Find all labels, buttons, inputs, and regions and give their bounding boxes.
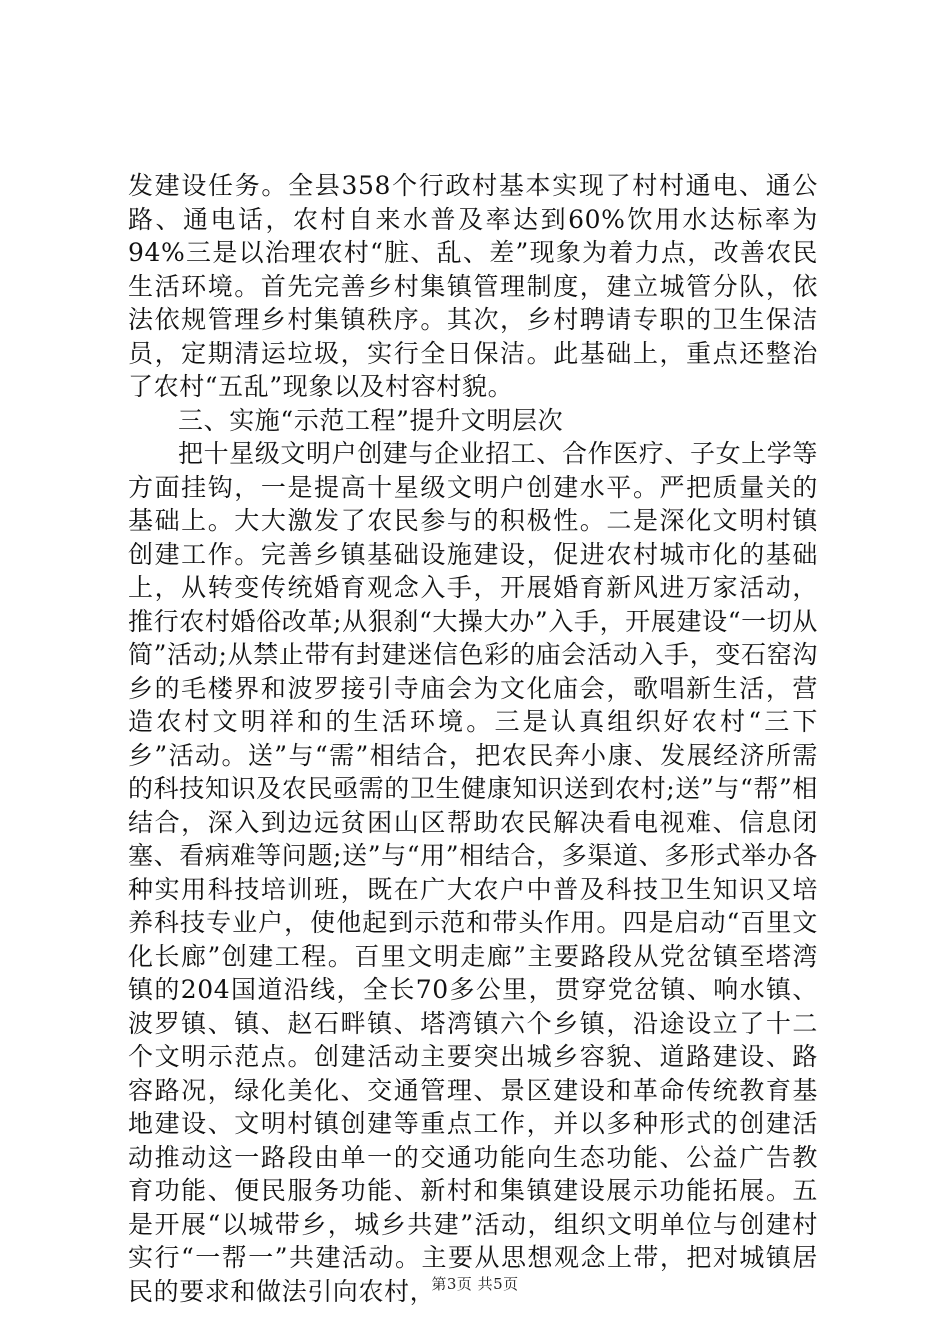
body-text: [128, 169, 818, 1308]
paragraph-1: 发建设任务。全县358个行政村基本实现了村村通电、通公路、通电话，农村自来水普及率达到60%饮用水达标率为94%三是以治理农村“脏、乱、差”现象为着力点，改善农民生活环境。首先完善乡村集镇管理制度，建立城管分队，依法依规管理乡村集镇秩序。其次，乡村聘请专职的卫生保洁员，定期清运垃圾，实行全日保洁。此基础上，重点还整治了农村“五乱”现象以及村容村貌。: [128, 171, 818, 401]
paragraph-2: 把十星级文明户创建与企业招工、合作医疗、子女上学等方面挂钩，一是提高十星级文明户创建水平。严把质量关的基础上。大大激发了农民参与的积极性。二是深化文明村镇创建工作。完善乡镇基础设施建设，促进农村城市化的基础上，从转变传统婚育观念入手，开展婚育新风进万家活动，推行农村婚俗改革;从狠刹“大操大办”入手，开展建设“一切从简”活动;从禁止带有封建迷信色彩的庙会活动入手，变石窑沟乡的毛楼界和波罗接引寺庙会为文化庙会，歌唱新生活，营造农村文明祥和的生活环境。三是认真组织好农村“三下乡”活动。送”与“需”相结合，把农民奔小康、发展经济所需的科技知识及农民亟需的卫生健康知识送到农村;送”与“帮”相结合，深入到边远贫困山区帮助农民解决看电视难、信息闭塞、看病难等问题;送”与“用”相结合，多渠道、多形式举办各种实用科技培训班，既在广大农户中普及科技卫生知识又培养科技专业户，使他起到示范和带头作用。四是启动“百里文化长廊”创建工程。百里文明走廊”主要路段从党岔镇至塔湾镇的204国道沿线，全长70多公里，贯穿党岔镇、响水镇、波罗镇、镇、赵石畔镇、塔湾镇六个乡镇，沿途设立了十二个文明示范点。创建活动主要突出城乡容貌、道路建设、路容路况，绿化美化、交通管理、景区建设和革命传统教育基地建设、文明村镇创建等重点工作，并以多种形式的创建活动推动这一路段由单一的交通功能向生态功能、公益广告教育功能、便民服务功能、新村和集镇建设展示功能拓展。五是开展“以城带乡，城乡共建”活动，组织文明单位与创建村实行“一帮一”共建活动。主要从思想观念上带，把对城镇居民的要求和做法引向农村，: [128, 439, 819, 1306]
section-heading: 三、实施“示范工程”提升文明层次: [178, 405, 564, 435]
page-footer: 第3页 共5页: [431, 1275, 519, 1293]
